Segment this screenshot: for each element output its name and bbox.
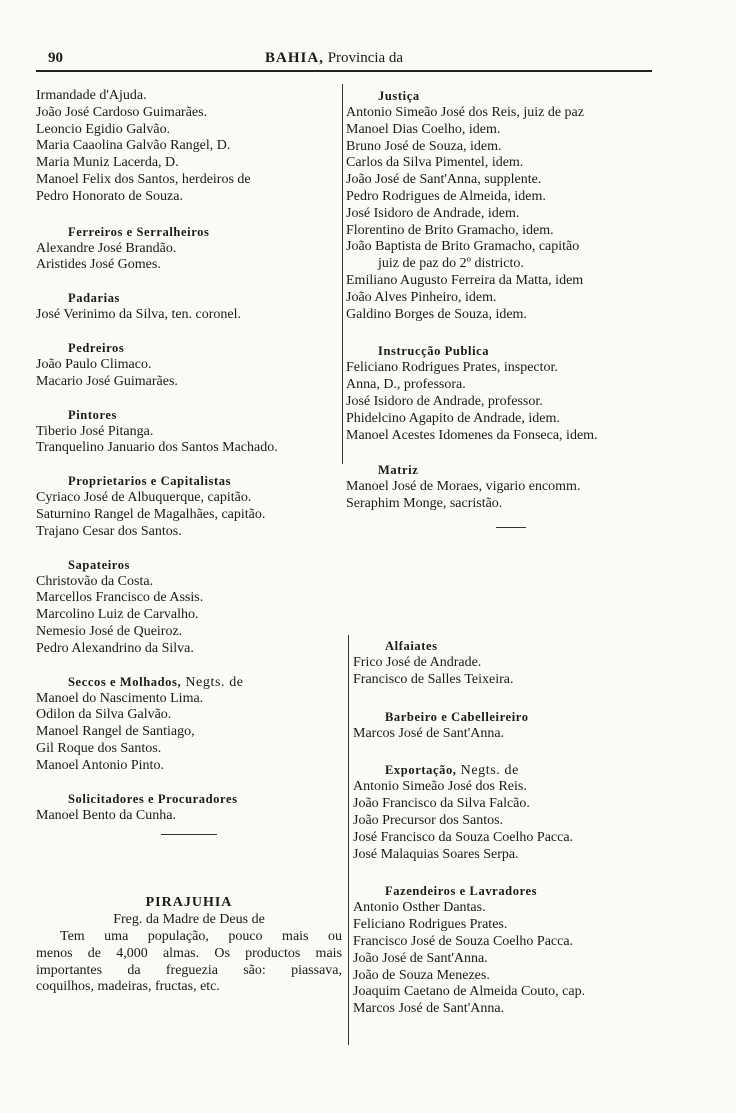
section-padarias [36,290,342,324]
entry-line: juiz de paz do 2º districto. [378,256,524,272]
entry-line: Saturnino Rangel de Magalhães, capitão. [36,506,266,522]
header-rule [36,70,652,72]
entry-line: Marcolino Luiz de Carvalho. [36,607,199,623]
entry-line: Maria Caaolina Galvão Rangel, D. [36,138,231,154]
entry-line: João Baptista de Brito Gramacho, capitão [346,239,580,255]
entry-line: João José de Sant'Anna. [353,950,488,966]
left-column [36,88,342,996]
entry-line: João de Souza Menezes. [353,967,490,983]
paragraph-line: menos de 4,000 almas. Os productos mais [36,945,342,961]
right-column-lower [353,638,653,1018]
running-head-rest: Provincia da [323,50,404,66]
entry-line: Carlos da Silva Pimentel, idem. [346,155,524,171]
paragraph-line: importantes da freguezia são: piassava, [36,962,342,978]
entry-line: João Francisco da Silva Falcão. [353,796,530,812]
section-alfaiates [353,638,653,689]
section-heading: Barbeiro e Cabelleireiro [385,709,529,724]
entry-line: Francisco José de Souza Coelho Pacca. [353,933,574,949]
entry-line: Manoel Felix dos Santos, herdeiros de [36,171,251,187]
section-heading: Matriz [378,463,419,478]
section-irmandade [36,88,342,206]
entry-line: Seraphim Monge, sacristão. [346,496,503,512]
section-pintores [36,407,342,458]
entry-line: Phidelcino Agapito de Andrade, idem. [346,410,560,426]
entry-line: Francisco de Salles Teixeira. [353,671,514,687]
section-heading: Padarias [68,291,121,306]
entry-line: Maria Muniz Lacerda, D. [36,155,179,171]
entry-line: Pedro Honorato de Souza. [36,188,183,204]
page-number: 90 [48,50,63,66]
entry-line: Emiliano Augusto Ferreira da Matta, idem [346,272,584,288]
section-heading: Justiça [378,89,420,103]
entry-line: Marcos José de Sant'Anna. [353,725,505,741]
entry-line: João Precursor dos Santos. [353,812,504,828]
entry-line: Aristides José Gomes. [36,257,161,273]
entry-line: Pedro Rodrigues de Almeida, idem. [346,188,546,204]
right-column-upper [346,88,656,544]
section-fazendeiros [353,883,653,1018]
entry-line: Florentino de Brito Gramacho, idem. [346,222,554,238]
entry-line: Tiberio José Pitanga. [36,423,154,439]
entry-line: Anna, D., professora. [346,377,466,393]
entry-line: Manoel Bento da Cunha. [36,807,176,823]
entry-line: João Paulo Climaco. [36,356,152,372]
section-heading [36,674,342,691]
entry-line: José Isidoro de Andrade, professor. [346,393,543,409]
entry-line: Joaquim Caetano de Almeida Couto, cap. [353,984,586,1000]
entry-line: Cyriaco José de Albuquerque, capitão. [36,490,252,506]
entry-line: Antonio Simeão José dos Reis. [353,779,527,795]
locality-subtitle: Freg. da Madre de Deus de [113,912,265,928]
entry-line: João José de Sant'Anna, supplente. [346,172,542,188]
section-ferreiros [36,224,342,275]
entry-line: Marcos José de Sant'Anna. [353,1001,505,1017]
entry-line: Gil Roque dos Santos. [36,740,162,756]
entry-line: Leoncio Egidio Galvão. [36,121,171,137]
running-head-bold: BAHIA, [265,50,324,66]
section-exportacao [353,762,653,863]
entry-line: Alexandre José Brandão. [36,240,177,256]
section-pirajuhia [36,895,342,996]
section-divider [161,834,217,835]
section-heading-extra: Negts. de [456,763,519,779]
section-seccos [36,674,342,775]
section-heading: Pintores [68,407,118,422]
entry-line: João José Cardoso Guimarães. [36,104,208,120]
entry-line: Manoel Rangel de Santiago, [36,724,195,740]
section-sapateiros [36,557,342,658]
section-heading: Sapateiros [68,557,131,572]
paragraph-line: Tem uma população, pouco mais ou [60,928,342,944]
entry-line: Bruno José de Souza, idem. [346,138,502,154]
section-pedreiros [36,340,342,391]
entry-line: João Alves Pinheiro, idem. [346,289,497,305]
entry-line: Christovão da Costa. [36,573,154,589]
section-heading: Pedreiros [68,340,125,355]
running-head [265,50,403,67]
section-heading: Solicitadores e Procuradores [68,791,238,806]
entry-line: Trajano Cesar dos Santos. [36,523,182,539]
section-barbeiro [353,709,653,743]
entry-line: Manoel Acestes Idomenes da Fonseca, idem. [346,427,598,443]
entry-line: Macario José Guimarães. [36,373,178,389]
section-heading: Proprietarios e Capitalistas [68,474,232,489]
entry-line: José Malaquias Soares Serpa. [353,846,519,862]
section-heading-extra: Negts. de [181,674,244,690]
entry-line: Feliciano Rodrigues Prates, inspector. [346,360,558,376]
entry-line: Nemesio José de Queiroz. [36,623,183,639]
entry-line: Manoel do Nascimento Lima. [36,690,204,706]
section-heading: Ferreiros e Serralheiros [68,224,210,239]
section-heading: Fazendeiros e Lavradores [385,884,538,899]
entry-line: Manoel José de Moraes, vigario encomm. [346,479,581,495]
entry-line: Antonio Simeão José dos Reis, juiz de paz [346,105,584,120]
section-heading [353,762,653,779]
section-heading: Instrucção Publica [378,344,490,359]
entry-line: José Isidoro de Andrade, idem. [346,205,520,221]
section-heading-bold: Exportação, [385,763,457,778]
entry-line: Marcellos Francisco de Assis. [36,590,204,606]
entry-line: Manoel Antonio Pinto. [36,757,164,773]
entry-line: Irmandade d'Ajuda. [36,88,147,103]
section-heading-bold: Seccos e Molhados, [68,674,182,689]
entry-line: José Francisco da Souza Coelho Pacca. [353,829,574,845]
section-matriz [346,462,656,528]
section-divider [496,527,526,528]
section-heading: Alfaiates [385,639,438,653]
locality-title: PIRAJUHIA [145,895,233,911]
section-justica [346,88,656,323]
paragraph-line: coquilhos, madeiras, fructas, etc. [36,979,220,995]
entry-line: Odilon da Silva Galvão. [36,707,172,723]
column-rule-lower [348,635,349,1045]
entry-line: José Verinimo da Silva, ten. coronel. [36,307,242,323]
entry-line: Tranquelino Januario dos Santos Machado. [36,440,278,456]
entry-line: Feliciano Rodrigues Prates. [353,917,508,933]
entry-line: Manoel Dias Coelho, idem. [346,121,501,137]
section-solicitadores [36,791,342,825]
column-rule-upper [342,84,343,464]
entry-line: Pedro Alexandrino da Silva. [36,640,194,656]
entry-line: Antonio Osther Dantas. [353,900,486,916]
entry-line: Galdino Borges de Souza, idem. [346,306,527,322]
section-instruccao [346,343,656,444]
section-proprietarios [36,473,342,540]
entry-line: Frico José de Andrade. [353,655,482,670]
